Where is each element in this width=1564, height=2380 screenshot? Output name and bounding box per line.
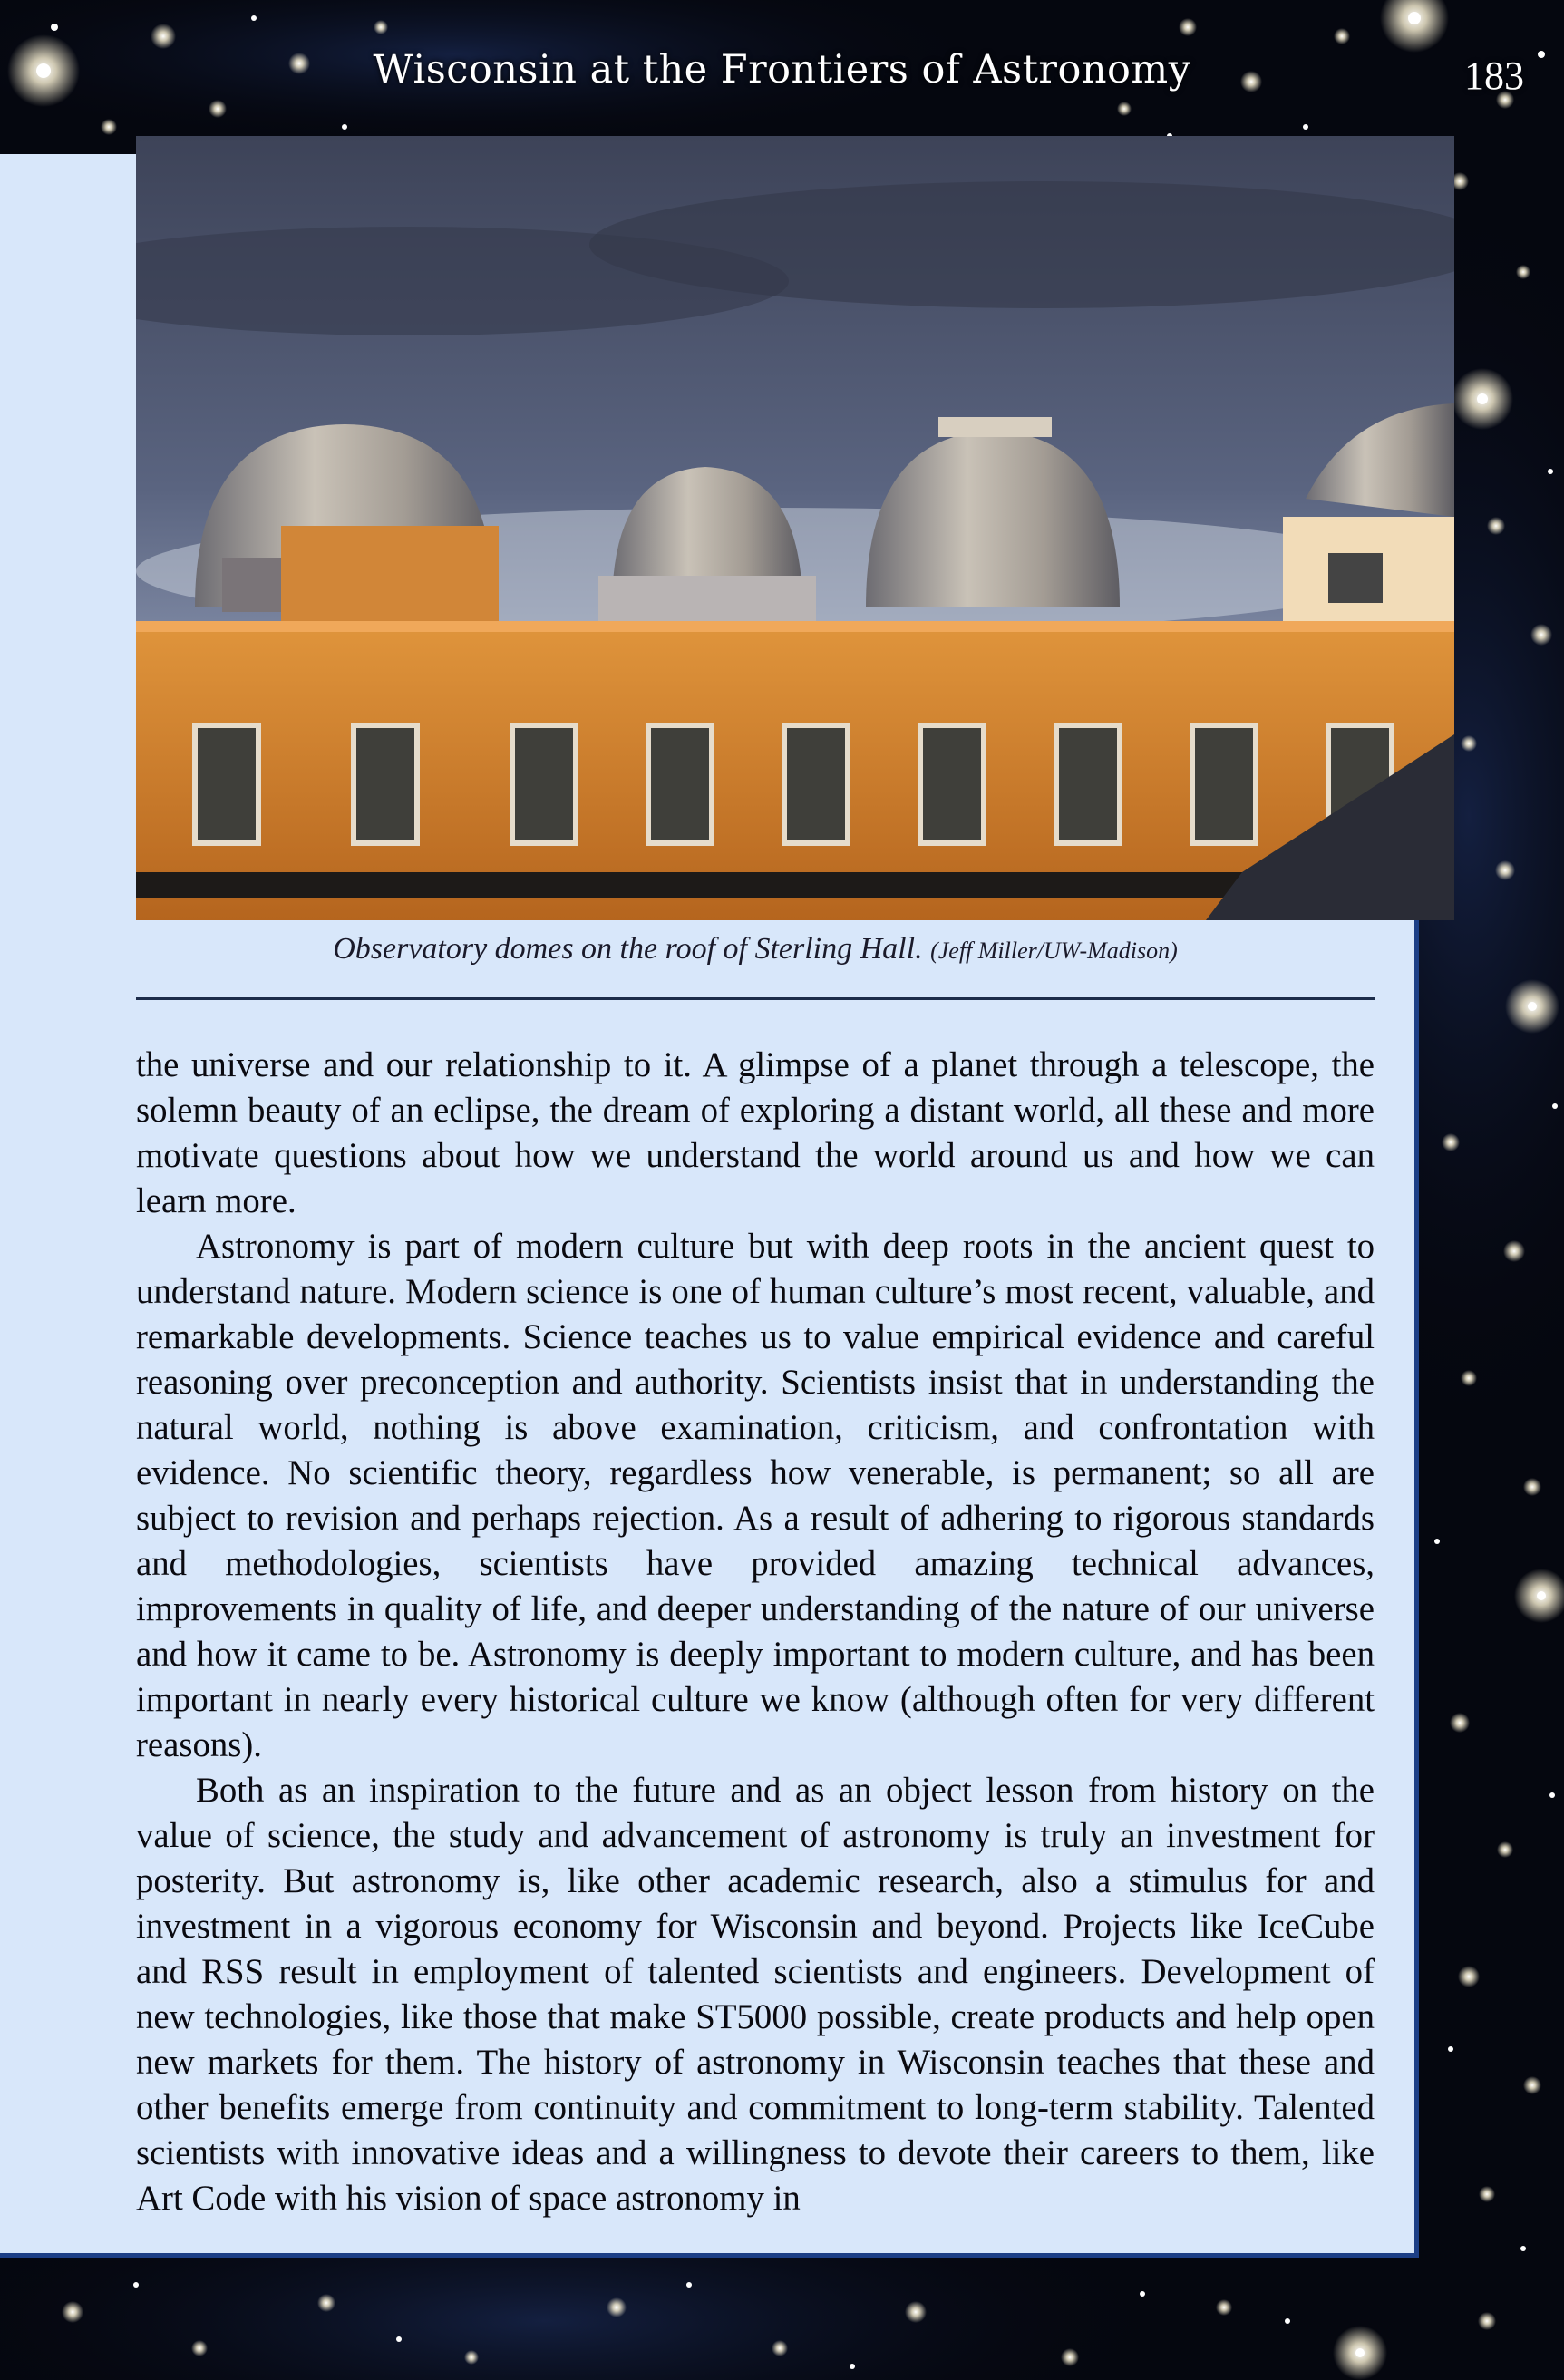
body-text (136, 1043, 1375, 2221)
paragraph: Both as an inspiration to the future and as an object lesson from history on the value of science, the study and advancement of astronomy is truly an investment for posterity. But astronomy is, like other academic research, also a stimulus for and investment in a vigorous economy for Wisconsin and beyond. Projects like IceCube and RSS result in employment of talented scientists and engineers. Development of new technologies, like those that make ST5000 possible, create products and help open new markets for them. The history of astronomy in Wisconsin teaches that these and other benefits emerge from continuity and commitment to long-term stability. Talented scientists with innovative ideas and a willingness to devote their careers to them, like Art Code with his vision of space astronomy in (136, 1771, 1375, 2218)
paragraph: the universe and our relationship to it. A glimpse of a planet through a telescope, the solemn beauty of an eclipse, the dream of exploring a distant world, all these and more motivate questions about how we understand the world around us and how we can learn more. (136, 1045, 1375, 1220)
figure-caption (136, 932, 1375, 967)
page-number: 183 (1464, 53, 1524, 98)
photo-credit: (Jeff Miller/UW-Madison) (930, 937, 1178, 964)
paragraph: Astronomy is part of modern culture but with deep roots in the ancient quest to understand nature. Modern science is one of human culture’s most recent, valuable, and remarkable developments. Science teaches us to value empirical evidence and careful reasoning over preconception and authority. Scientists insist that in understanding the natural world, nothing is above examination, criticism, and confrontation with evidence. No scientific theory, regardless how venerable, is permanent; so all are subject to revision and perhaps rejection. As a result of adhering to rigorous standards and methodologies, scientists have provided amazing technical advances, improvements in quality of life, and deeper understanding of the nature of our universe and how it came to be. Astronomy is deeply important to modern culture, and has been important in nearly every historical culture we know (although often for very different reasons). (136, 1227, 1375, 1764)
running-title: Wisconsin at the Frontiers of Astronomy (373, 47, 1191, 92)
caption-divider (136, 997, 1375, 1000)
caption-text: Observatory domes on the roof of Sterling Hall. (333, 932, 923, 966)
observatory-photo (136, 136, 1454, 920)
